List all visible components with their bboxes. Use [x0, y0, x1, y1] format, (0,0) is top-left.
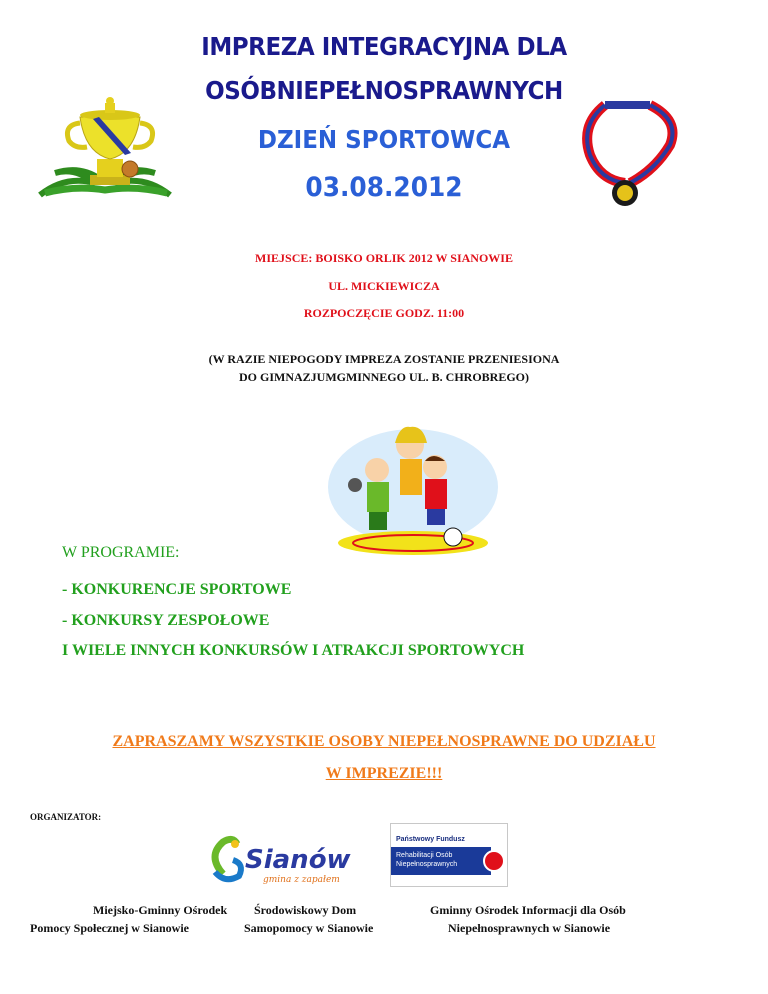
title-line-2: OSÓBNIEPEŁNOSPRAWNYCH [205, 76, 563, 105]
pfron-line-2: Rehabilitacji Osób [396, 852, 453, 859]
title-line-1: IMPREZA INTEGRACYJNA DLA [201, 32, 567, 61]
pfron-circle-icon [483, 850, 505, 872]
footer-col3-line1: Gminny Ośrodek Informacji dla Osób [430, 903, 626, 917]
kids-sports-illustration [325, 415, 500, 560]
pfron-line-3: Niepełnosprawnych [396, 861, 458, 868]
trophy-icon [35, 95, 175, 205]
footer-col1-line2: Pomocy Społecznej w Sianowie [30, 921, 189, 935]
sianow-logo-name: Sianów [245, 845, 351, 875]
program-item-2: - KONKURSY ZESPOŁOWE [62, 612, 270, 629]
medal-icon [575, 95, 685, 210]
sianow-logo [205, 834, 355, 890]
subtitle: DZIEŃ SPORTOWCA [257, 125, 511, 154]
footer-col2-line2: Samopomocy w Sianowie [244, 921, 374, 935]
location-street: UL. MICKIEWICZA [328, 279, 440, 293]
pfron-logo [390, 823, 508, 887]
pfron-line-1: Państwowy Fundusz [396, 836, 465, 843]
invite-line-2: W IMPREZIE!!! [325, 765, 443, 782]
program-item-3: I WIELE INNYCH KONKURSÓW I ATRAKCJI SPORTOWYCH [62, 642, 525, 659]
organizer-label: ORGANIZATOR: [30, 812, 102, 822]
location-place: MIEJSCE: BOISKO ORLIK 2012 W SIANOWIE [255, 251, 513, 265]
footer-col2-line1: Środowiskowy Dom [254, 903, 357, 917]
rain-note-line-2: DO GIMNAZJUMGMINNEGO UL. B. CHROBREGO) [238, 370, 529, 384]
invite-line-1: ZAPRASZAMY WSZYSTKIE OSOBY NIEPEŁNOSPRAWNE DO UDZIAŁU [112, 733, 656, 750]
program-item-1: - KONKURENCJE SPORTOWE [62, 581, 292, 598]
footer-col1-line1: Miejsko-Gminny Ośrodek [93, 903, 228, 917]
pfron-band [391, 847, 491, 875]
rain-note-line-1: (W RAZIE NIEPOGODY IMPREZA ZOSTANIE PRZENIESIONA [208, 352, 560, 366]
event-date: 03.08.2012 [305, 172, 463, 203]
start-time: ROZPOCZĘCIE GODZ. 11:00 [303, 306, 465, 320]
program-heading: W PROGRAMIE: [62, 544, 180, 561]
footer-col3-line2: Niepełnosprawnych w Sianowie [448, 921, 611, 935]
sianow-logo-tagline: gmina z zapałem [263, 875, 340, 885]
